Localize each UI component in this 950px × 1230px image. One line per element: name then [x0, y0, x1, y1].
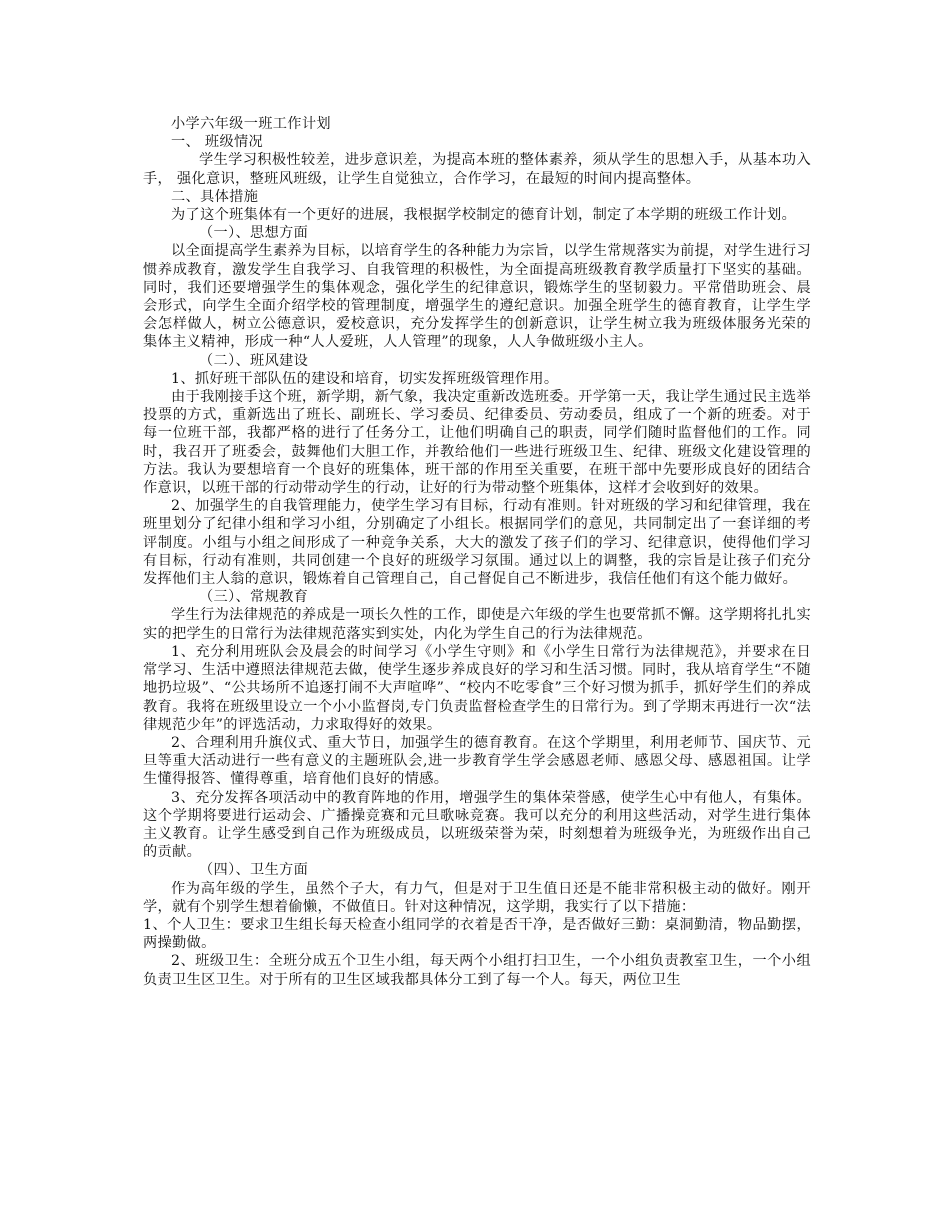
subheading-routine-education: （三）、常规教育 — [199, 589, 309, 606]
paragraph-ideology: 以全面提高学生素养为目标，以培育学生的各种能力为宗旨，以学生常规落实为前提，对学生进行习惯养成教育，激发学生自我学习、自我管理的积极性，为全面提高班级教育教学质量打下坚实的基础。同时，我们还要增强学生的集体观念，强化学生的纪律意识，锻炼学生的坚韧毅力。平常借助班会、晨会形式，向学生全面介绍学校的管理制度，增强学生的遵纪意识。加强全班学生的德育教育，让学生学会怎样做人，树立公德意识，爱校意识，充分发挥学生的创新意识，让学生树立我为班级体服务光荣的集体主义精神，形成一种“人人爱班，人人管理”的现象，人人争做班级小主人。 — [143, 243, 811, 351]
paragraph-routine-item-1: 1、充分利用班队会及晨会的时间学习《小学生守则》和《小学生日常行为法律规范》，并要求在日常学习、生活中遵照法律规范去做，使学生逐步养成良好的学习和生活习惯。同时，我从培育学生“不随地扔垃圾”、“公共场所不追逐打闹不大声喧哗”、“校内不吃零食”三个好习惯为抓手，抓好学生们的养成教育。我将在班级里设立一个小小监督岗,专门负责监督检查学生的日常行为。到了学期末再进行一次“法律规范少年”的评选活动，力求取得好的效果。 — [143, 643, 811, 733]
paragraph-routine-item-2: 2、合理利用升旗仪式、重大节日，加强学生的德育教育。在这个学期里，利用老师节、国庆节、元旦等重大活动进行一些有意义的主题班队会,进一步教育学生学会感恩老师、感恩父母、感恩祖国。让学生懂得报答、懂得尊重，培育他们良好的情感。 — [143, 734, 811, 788]
document-title: 小学六年级一班工作计划 — [171, 116, 331, 132]
paragraph-hygiene-item-2: 2、班级卫生：全班分成五个卫生小组，每天两个小组打扫卫生，一个小组负责教室卫生，一个小组负责卫生区卫生。对于所有的卫生区域我都具体分工到了每一个人。每天，两位卫生 — [143, 953, 811, 988]
subheading-class-style: （二）、班风建设 — [199, 352, 309, 369]
paragraph-hygiene-intro: 作为高年级的学生，虽然个子大，有力气，但是对于卫生值日还是不能非常积极主动的做好。刚开学，就有个别学生想着偷懒，不做值日。针对这种情况，这学期，我实行了以下措施： — [143, 880, 811, 915]
paragraph-class-style-item-1: 1、抓好班干部队伍的建设和培育，切实发挥班级管理作用。 — [171, 370, 559, 387]
section-heading-measures: 二、具体措施 — [171, 188, 259, 205]
paragraph-routine-item-3: 3、充分发挥各项活动中的教育阵地的作用，增强学生的集体荣誉感，使学生心中有他人，有集体。这个学期将要进行运动会、广播操竞赛和元旦歌咏竞赛。我可以充分的利用这些活动，对学生进行集体主义教育。让学生感受到自己作为班级成员，以班级荣誉为荣，时刻想着为班级争光，为班级作出自己的贡献。 — [143, 789, 811, 861]
paragraph-class-style-item-2: 2、加强学生的自我管理能力，使学生学习有目标，行动有准则。针对班级的学习和纪律管理，我在班里划分了纪律小组和学习小组，分别确定了小组长。根据同学们的意见，共同制定出了一套详细的考评制度。小组与小组之间形成了一种竞争关系，大大的激发了孩子们的学习、纪律意识，使得他们学习有目标，行动有准则，共同创建一个良好的班级学习氛围。通过以上的调整，我的宗旨是让孩子们充分发挥他们主人翁的意识，锻炼着自己管理自己，自己督促自己不断进步，我信任他们有这个能力做好。 — [143, 498, 811, 588]
paragraph-class-situation: 学生学习积极性较差，进步意识差，为提高本班的整体素养，须从学生的思想入手，从基本功入手， 强化意识，整班风班级，让学生自觉独立，合作学习，在最短的时间内提高整体。 — [143, 152, 811, 187]
subheading-ideology: （一）、思想方面 — [199, 225, 309, 242]
section-heading-class-situation: 一、 班级情况 — [171, 134, 264, 151]
paragraph-routine-intro: 学生行为法律规范的养成是一项长久性的工作，即使是六年级的学生也要常抓不懈。这学期将扎扎实实的把学生的日常行为法律规范落实到实处，内化为学生自己的行为法律规范。 — [143, 607, 811, 642]
paragraph-measures-intro: 为了这个班集体有一个更好的进展，我根据学校制定的德育计划，制定了本学期的班级工作计划。 — [171, 207, 797, 224]
paragraph-hygiene-item-1: 1、个人卫生：要求卫生组长每天检查小组同学的衣着是否干净，是否做好三勤：桌洞勤清，物品勤摆，两操勤做。 — [143, 916, 811, 952]
document-page — [143, 115, 811, 989]
subheading-hygiene: （四）、卫生方面 — [199, 862, 309, 879]
paragraph-class-style-details: 由于我刚接手这个班，新学期，新气象，我决定重新改选班委。开学第一天，我让学生通过民主选举投票的方式，重新选出了班长、副班长、学习委员、纪律委员、劳动委员，组成了一个新的班委。对于每一位班干部，我都严格的进行了任务分工，让他们明确自己的职责，同学们随时监督他们的工作。同时，我召开了班委会，鼓舞他们大胆工作，并教给他们一些进行班级卫生、纪律、班级文化建设管理的方法。我认为要想培育一个良好的班集体，班干部的作用至关重要，在班干部中先要形成良好的团结合作意识，以班干部的行动带动学生的行动，让好的行为带动整个班集体，这样才会收到好的效果。 — [143, 389, 811, 497]
